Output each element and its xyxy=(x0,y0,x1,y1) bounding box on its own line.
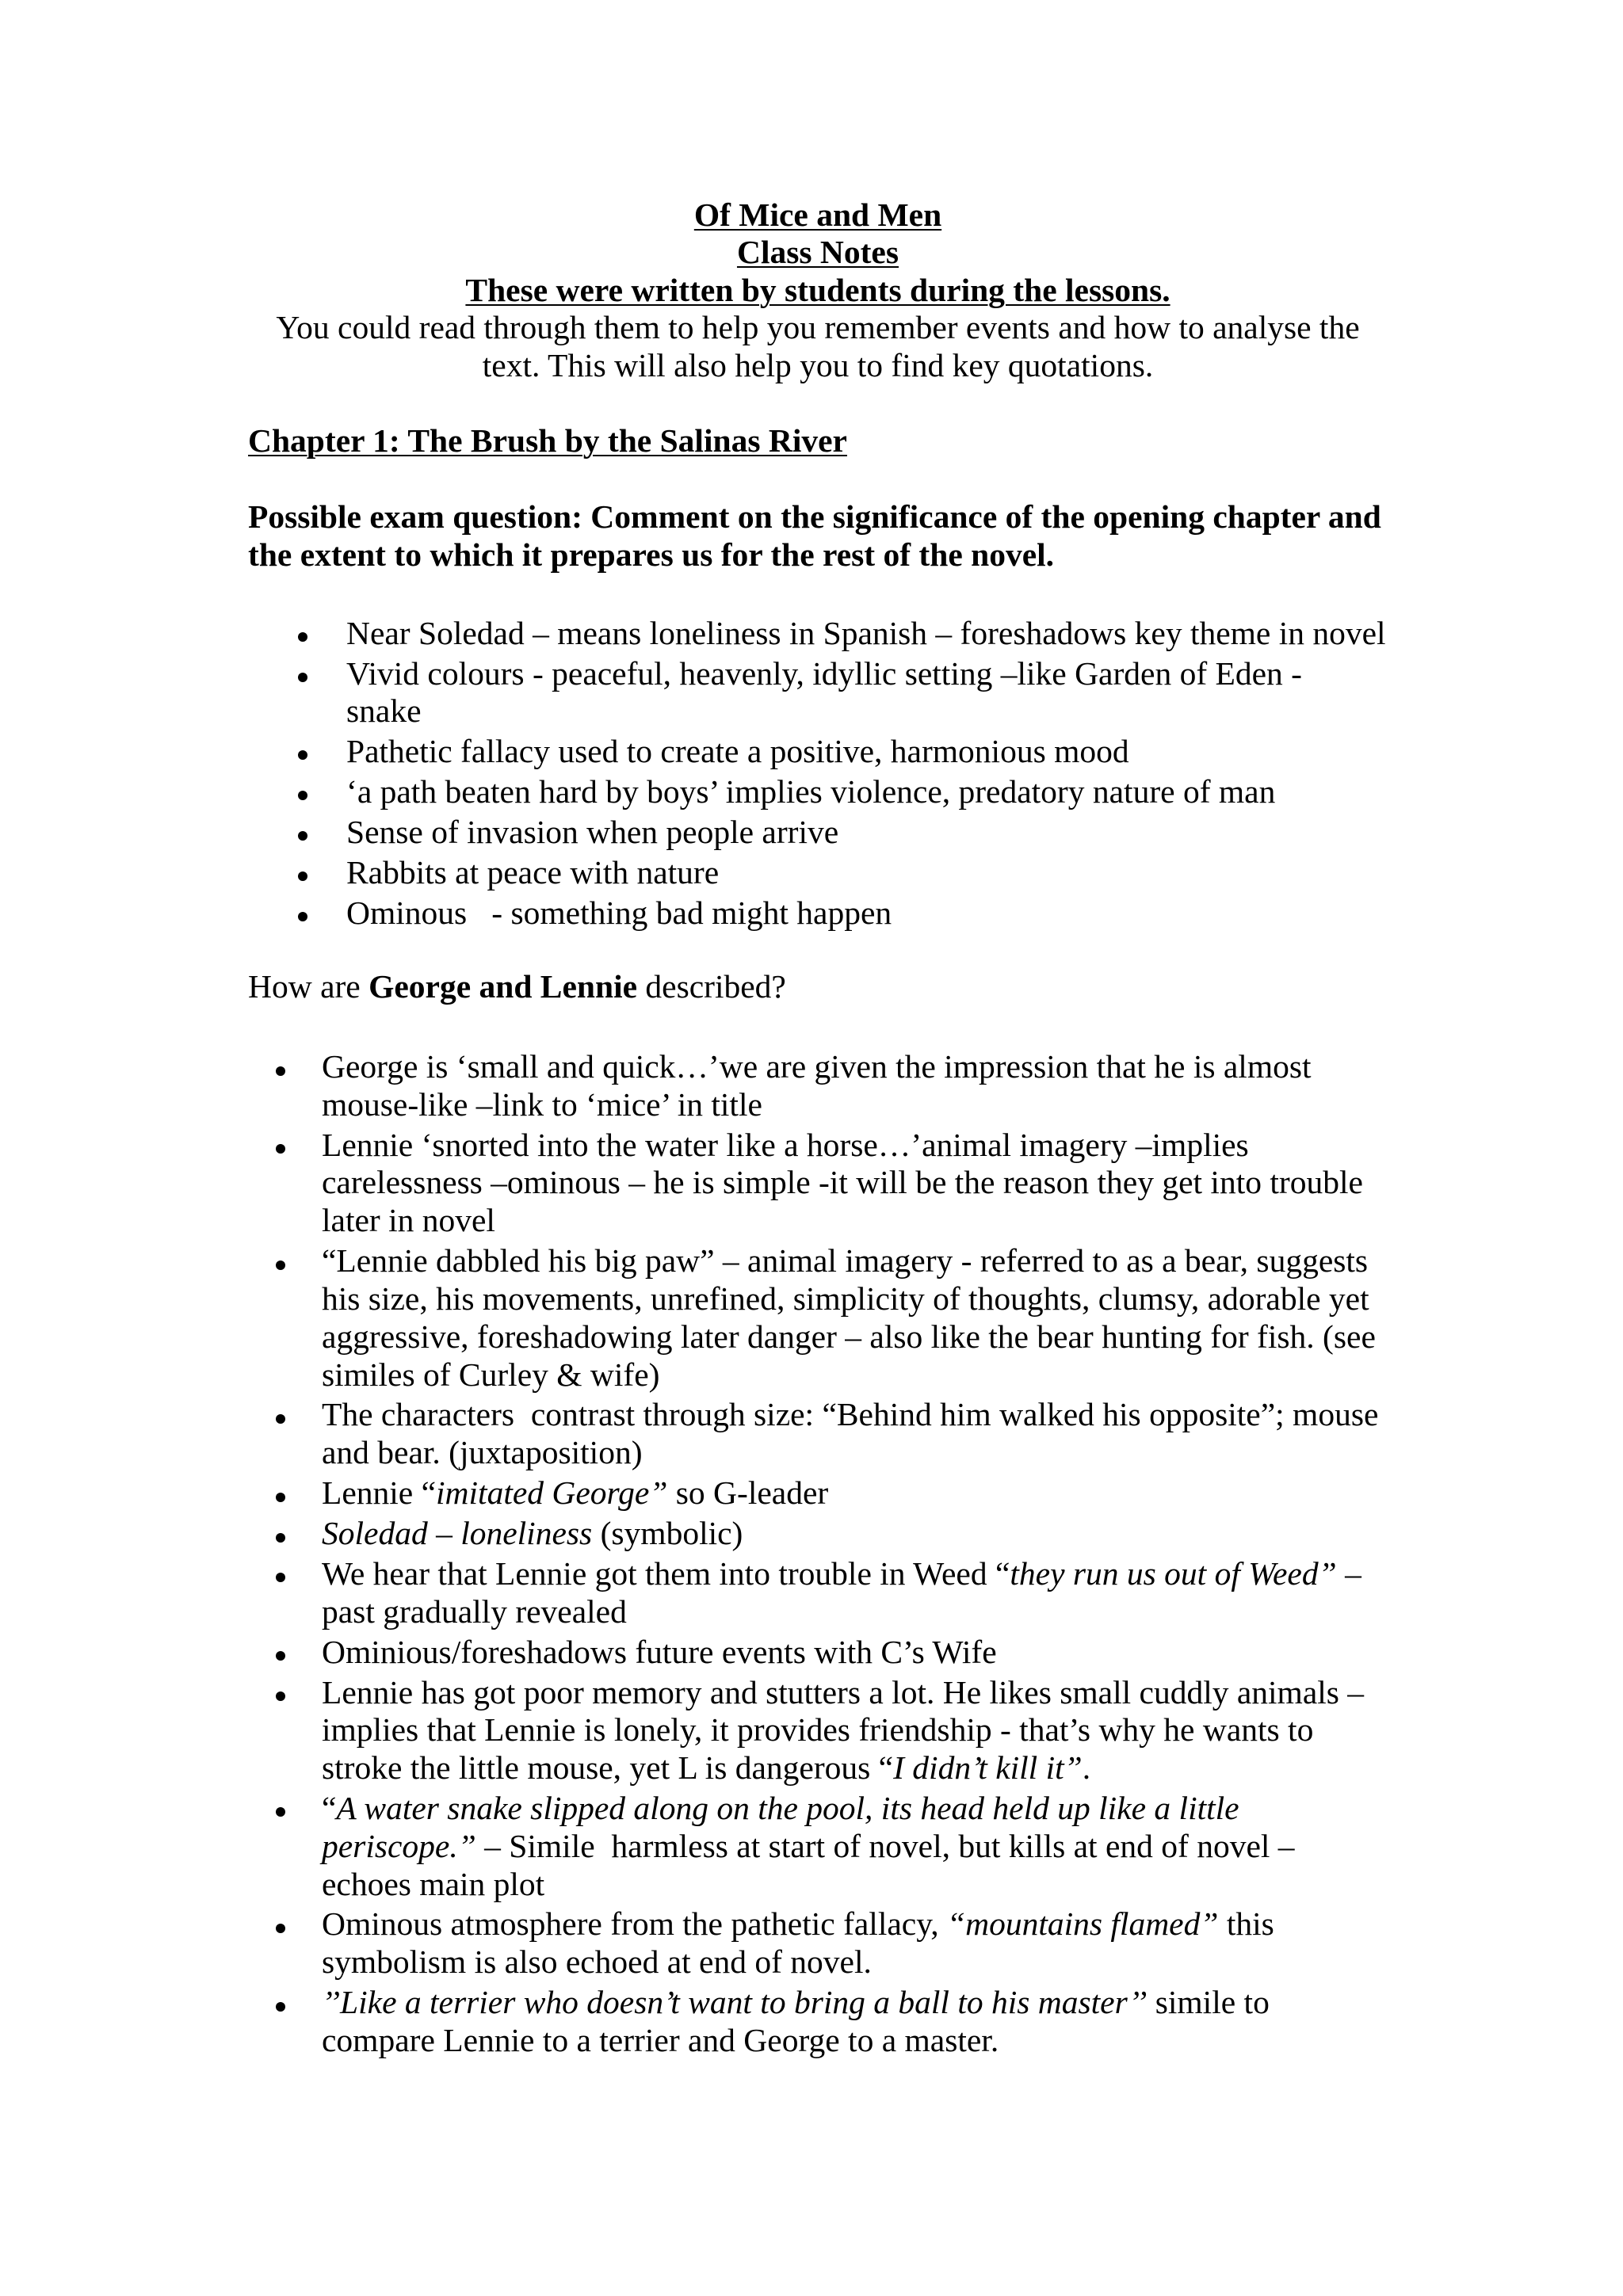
item-line xyxy=(322,1434,1378,1472)
text-run: – xyxy=(1336,1554,1361,1592)
bullet-icon xyxy=(276,1261,285,1270)
item-line xyxy=(322,1593,1378,1631)
bullet-icon xyxy=(276,2002,285,2012)
italic-quote: periscope.” xyxy=(322,1827,476,1864)
chapter-heading: Chapter 1: The Brush by the Salinas River xyxy=(248,422,847,459)
bullet-icon xyxy=(276,1573,285,1582)
text-run: implies that Lennie is lonely, it provides friendship - that’s why he wants to xyxy=(322,1711,1314,1749)
item-line xyxy=(322,1356,1378,1394)
item-line xyxy=(322,1048,1378,1086)
text-run: Lennie ‘snorted into the water like a horse…’animal imagery –implies xyxy=(322,1126,1249,1163)
item-line xyxy=(322,1866,1378,1904)
item-line xyxy=(322,1127,1378,1165)
text-run: simile to xyxy=(1147,1984,1270,2021)
exam-question-line: Possible exam question: Comment on the significance of the opening chapter and xyxy=(248,498,1381,535)
item-line xyxy=(322,1396,1378,1434)
text-run: aggressive, foreshadowing later danger – also like the bear hunting for fish. (see xyxy=(322,1318,1376,1355)
item-line xyxy=(322,1634,1378,1672)
text-run: snake xyxy=(346,692,422,729)
text-run: past gradually revealed xyxy=(322,1592,627,1630)
bullet-icon xyxy=(298,791,307,800)
italic-quote: ’’Like a terrier who doesn’t want to bring a ball to his master’’ xyxy=(322,1984,1148,2021)
text-run: so G-leader xyxy=(667,1474,829,1512)
list-item xyxy=(322,1242,1378,1394)
list-item xyxy=(346,814,1386,851)
item-line xyxy=(322,1086,1378,1124)
text-run: Near Soledad – means loneliness in Spanish – foreshadows key theme in novel xyxy=(346,615,1386,651)
list-item xyxy=(322,1634,1378,1672)
text-run: Ominous atmosphere from the pathetic fallacy, xyxy=(322,1905,948,1943)
text-run: compare Lennie to a terrier and George to a master. xyxy=(322,2021,999,2058)
text-run: described? xyxy=(637,968,786,1005)
italic-quote: imitated George” xyxy=(436,1474,668,1512)
italic-quote: Soledad – loneliness xyxy=(322,1515,593,1552)
item-line xyxy=(346,854,1386,891)
bullet-icon xyxy=(276,1144,285,1154)
item-line xyxy=(322,1280,1378,1318)
list-item xyxy=(322,1984,1378,2060)
list-item xyxy=(346,854,1386,891)
item-line xyxy=(346,814,1386,851)
list-item xyxy=(322,1127,1378,1240)
item-line xyxy=(322,1515,1378,1553)
text-run: ‘a path beaten hard by boys’ implies violence, predatory nature of man xyxy=(346,773,1276,810)
text-run: The characters contrast through size: “Behind him walked his opposite”; mouse xyxy=(322,1396,1379,1433)
character-description-points xyxy=(322,1048,1378,2060)
list-item xyxy=(322,1515,1378,1553)
item-line xyxy=(346,615,1386,652)
text-run: We hear that Lennie got them into trouble in Weed “ xyxy=(322,1554,1010,1592)
item-line xyxy=(322,1943,1378,1981)
text-run: “Lennie dabbled his big paw” – animal imagery - referred to as a bear, suggests xyxy=(322,1242,1369,1280)
bullet-icon xyxy=(276,1493,285,1502)
text-run: . xyxy=(1082,1749,1091,1787)
italic-quote: “mountains flamed” xyxy=(947,1905,1219,1943)
document-subtitle: Class Notes xyxy=(736,234,899,271)
bullet-icon xyxy=(276,1924,285,1933)
bullet-icon xyxy=(298,673,307,682)
description-prompt xyxy=(248,968,786,1006)
intro-line: text. This will also help you to find key quotations. xyxy=(482,346,1154,383)
text-run: his size, his movements, unrefined, simplicity of thoughts, clumsy, adorable yet xyxy=(322,1280,1369,1317)
item-line xyxy=(346,692,1386,730)
bullet-icon xyxy=(298,912,307,921)
bullet-icon xyxy=(298,871,307,881)
list-item xyxy=(346,615,1386,652)
item-line xyxy=(322,2022,1378,2060)
item-line xyxy=(322,1905,1378,1943)
text-run: – Simile harmless at start of novel, but kills at end of novel – xyxy=(475,1827,1295,1864)
list-item xyxy=(322,1905,1378,1981)
bold-emphasis: George and Lennie xyxy=(369,968,638,1005)
item-line xyxy=(346,655,1386,692)
list-item xyxy=(322,1555,1378,1631)
text-run: Ominous - something bad might happen xyxy=(346,894,892,931)
bullet-icon xyxy=(276,1533,285,1543)
list-item xyxy=(346,773,1386,810)
item-line xyxy=(322,1164,1378,1202)
item-line xyxy=(322,1318,1378,1356)
text-run: (symbolic) xyxy=(592,1515,743,1552)
text-run: Pathetic fallacy used to create a positive, harmonious mood xyxy=(346,733,1129,769)
list-item xyxy=(322,1396,1378,1472)
item-line xyxy=(346,733,1386,770)
text-run: stroke the little mouse, yet L is dangerous “ xyxy=(322,1749,894,1787)
list-item xyxy=(346,655,1386,730)
text-run: carelessness –ominous – he is simple -it will be the reason they get into trouble xyxy=(322,1164,1363,1201)
text-run: Lennie has got poor memory and stutters a lot. He likes small cuddly animals – xyxy=(322,1673,1365,1711)
text-run: Lennie “ xyxy=(322,1474,437,1512)
bullet-icon xyxy=(276,1807,285,1817)
item-line xyxy=(322,1790,1378,1828)
text-run: this xyxy=(1218,1905,1274,1943)
item-line xyxy=(322,1711,1378,1749)
authorship-note: These were written by students during the lessons. xyxy=(465,271,1170,308)
text-run: later in novel xyxy=(322,1202,495,1239)
text-run: similes of Curley & wife) xyxy=(322,1356,660,1393)
text-run: Ominious/foreshadows future events with C’s Wife xyxy=(322,1633,997,1670)
item-line xyxy=(322,1555,1378,1593)
bullet-icon xyxy=(298,750,307,760)
bullet-icon xyxy=(276,1066,285,1076)
exam-question-line: the extent to which it prepares us for the rest of the novel. xyxy=(248,536,1055,574)
item-line xyxy=(322,1474,1378,1512)
item-line xyxy=(346,894,1386,932)
item-line xyxy=(322,1828,1378,1866)
bullet-icon xyxy=(276,1651,285,1661)
italic-quote: they run us out of Weed” xyxy=(1010,1554,1337,1592)
document-header xyxy=(248,196,1388,384)
bullet-icon xyxy=(276,1414,285,1424)
text-run: How are xyxy=(248,968,369,1005)
text-run: Rabbits at peace with nature xyxy=(346,854,720,891)
document-title: Of Mice and Men xyxy=(693,196,942,233)
text-run: Vivid colours - peaceful, heavenly, idyllic setting –like Garden of Eden - xyxy=(346,655,1302,692)
italic-quote: I didn’t kill it” xyxy=(893,1749,1083,1787)
intro-line: You could read through them to help you remember events and how to analyse the xyxy=(276,309,1360,346)
item-line xyxy=(322,1749,1378,1787)
exam-question xyxy=(248,498,1381,574)
list-item xyxy=(322,1048,1378,1124)
list-item xyxy=(322,1674,1378,1787)
text-run: symbolism is also echoed at end of novel. xyxy=(322,1943,872,1981)
bullet-icon xyxy=(298,632,307,642)
list-item xyxy=(322,1790,1378,1903)
bullet-icon xyxy=(276,1691,285,1701)
item-line xyxy=(322,1202,1378,1240)
item-line xyxy=(322,1984,1378,2022)
text-run: “ xyxy=(322,1789,337,1826)
list-item xyxy=(346,894,1386,932)
text-run: George is ‘small and quick…’we are given the impression that he is almost xyxy=(322,1048,1312,1085)
bullet-icon xyxy=(298,831,307,841)
text-run: echoes main plot xyxy=(322,1865,545,1902)
item-line xyxy=(346,773,1386,810)
text-run: and bear. (juxtaposition) xyxy=(322,1434,643,1471)
list-item xyxy=(322,1474,1378,1512)
list-item xyxy=(346,733,1386,770)
text-run: Sense of invasion when people arrive xyxy=(346,814,839,850)
item-line xyxy=(322,1242,1378,1280)
italic-quote: A water snake slipped along on the pool, its head held up like a little xyxy=(336,1789,1239,1826)
opening-chapter-points xyxy=(346,615,1386,932)
text-run: mouse-like –link to ‘mice’ in title xyxy=(322,1085,762,1123)
item-line xyxy=(322,1674,1378,1712)
